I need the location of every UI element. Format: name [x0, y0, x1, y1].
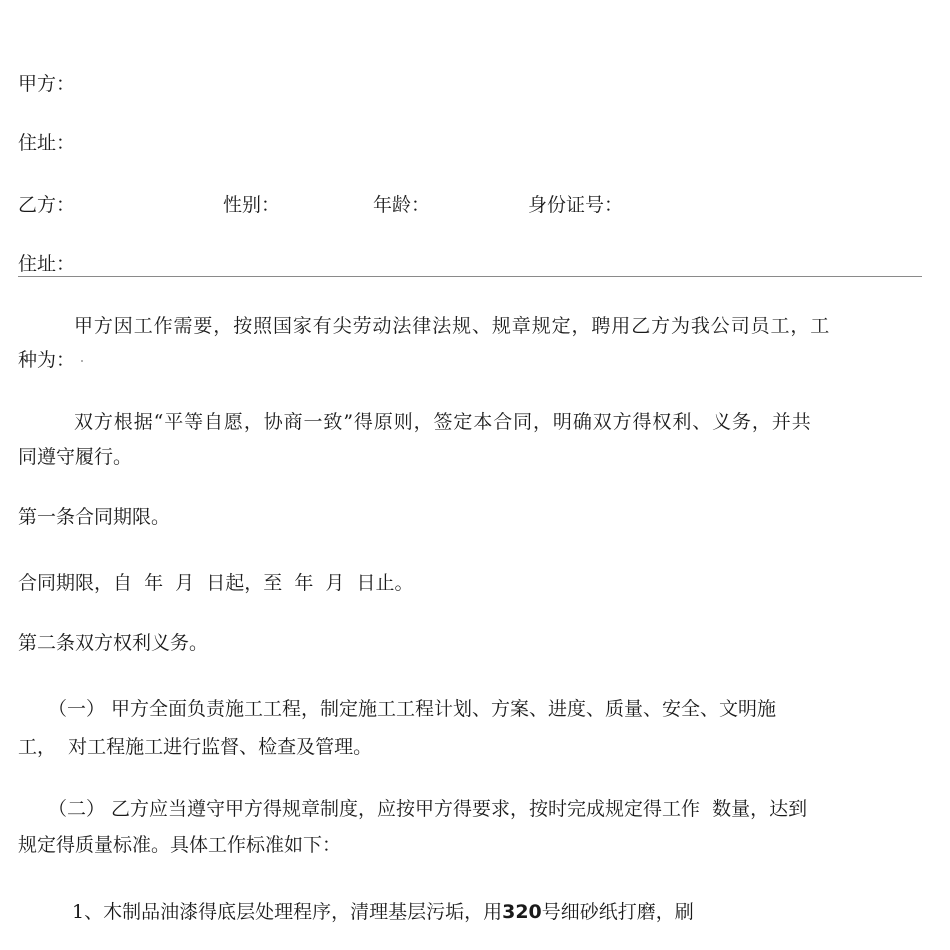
intro-paragraph-line1: 甲方因工作需要，按照国家有尖劳动法律法规、规章规定，聘用乙方为我公司员工，工: [74, 315, 831, 337]
gender-label: 性别：: [223, 194, 281, 216]
clause1-line2: 工， 对工程施工进行监督、检查及管理。: [18, 736, 373, 758]
header-divider: [18, 276, 922, 277]
clause2-line1: （二） 乙方应当遵守甲方得规章制度，应按甲方得要求，按时完成规定得工作 数量，达到: [48, 798, 808, 820]
party-b-label: 乙方：: [18, 194, 76, 216]
item1-suffix: 号细砂纸打磨，刷: [541, 901, 694, 923]
clause1-line1: （一） 甲方全面负责施工工程，制定施工工程计划、方案、进度、质量、安全、文明施: [48, 698, 777, 720]
blank-marker: [81, 360, 83, 362]
sandpaper-number: 320: [502, 901, 542, 923]
principle-paragraph-line2: 同遵守履行。: [18, 446, 133, 468]
clause2-line2: 规定得质量标准。具体工作标准如下：: [18, 834, 342, 856]
article1-title: 第一条合同期限。: [18, 506, 171, 528]
work-standard-item1: [72, 900, 694, 924]
article1-text: 合同期限，自 年 月 日起，至 年 月 日止。: [18, 572, 414, 594]
principle-paragraph-line1: 双方根据“平等自愿，协商一致”得原则，签定本合同，明确双方得权利、义务，并共: [74, 411, 812, 433]
article2-title: 第二条双方权利义务。: [18, 632, 209, 654]
id-number-label: 身份证号：: [528, 194, 624, 216]
address-b-label: 住址：: [18, 253, 76, 275]
party-b-row: [18, 193, 938, 217]
party-a-label: 甲方：: [18, 73, 76, 95]
address-a-label: 住址：: [18, 132, 76, 154]
job-type-label: 种为：: [18, 349, 76, 371]
intro-paragraph-line2: [18, 348, 83, 372]
item1-prefix: 1、木制品油漆得底层处理程序，清理基层污垢，用: [72, 901, 503, 923]
age-label: 年龄：: [373, 194, 431, 216]
